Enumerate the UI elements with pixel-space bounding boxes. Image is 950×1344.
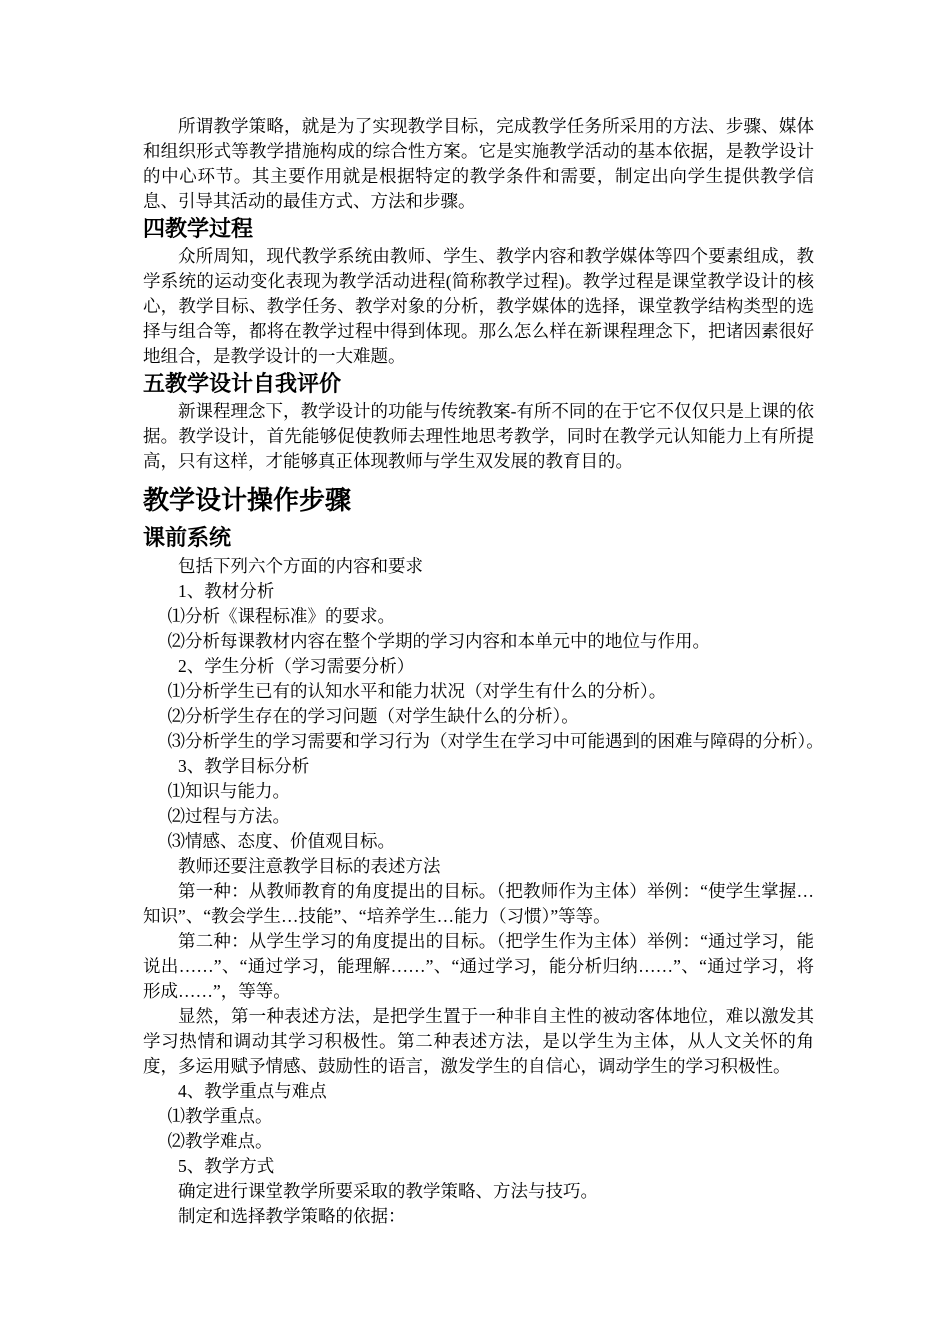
list-subitem: ⑴分析学生已有的认知水平和能力状况（对学生有什么的分析）。 (167, 681, 667, 701)
list-subitem: ⑵教学难点。 (167, 1131, 273, 1151)
list-subitem: ⑴教学重点。 (167, 1106, 273, 1126)
section-heading-teaching-process: 四教学过程 (143, 216, 254, 241)
list-subitem: ⑴分析《课程标准》的要求。 (167, 606, 395, 626)
list-item-expression-note: 教师还要注意教学目标的表述方法 (178, 856, 441, 876)
list-subitem: ⑶情感、态度、价值观目标。 (167, 831, 395, 851)
document-title-operation-steps: 教学设计操作步骤 (143, 485, 352, 515)
list-subitem: ⑵分析学生存在的学习问题（对学生缺什么的分析）。 (167, 706, 579, 726)
list-item-intro: 包括下列六个方面的内容和要求 (178, 556, 423, 576)
list-subitem: ⑶分析学生的学习需要和学习行为（对学生在学习中可能遇到的困难与障碍的分析）。 (167, 731, 824, 751)
paragraph-comparison: 显然，第一种表述方法，是把学生置于一种非自主性的被动客体地位，难以激发其学习热情和调动其学习积极性。第二种表述方法，是以学生为主体，从人文关怀的角度，多运用赋予情感、鼓励性的语言，激发学生的自信心，调动学生的学习积极性。 (143, 1006, 814, 1076)
paragraph-second-type: 第二种：从学生学习的角度提出的目标。（把学生作为主体）举例：“通过学习，能说出……”、“通过学习，能理解……”、“通过学习，能分析归纳……”、“通过学习，将形成……”，等等。 (143, 931, 814, 1001)
list-item-3-objective-analysis: 3、教学目标分析 (178, 756, 310, 776)
section-heading-self-evaluation: 五教学设计自我评价 (143, 371, 342, 396)
list-item-5-teaching-mode: 5、教学方式 (178, 1156, 275, 1176)
list-item-strategy-basis: 制定和选择教学策略的依据： (178, 1206, 406, 1226)
list-item-2-student-analysis: 2、学生分析（学习需要分析） (178, 656, 415, 676)
list-item-1-textbook-analysis: 1、教材分析 (178, 581, 275, 601)
list-subitem: ⑵分析每课教材内容在整个学期的学习内容和本单元中的地位与作用。 (167, 631, 710, 651)
paragraph-self-evaluation: 新课程理念下，教学设计的功能与传统教案-有所不同的在于它不仅仅只是上课的依据。教学设计，首先能够促使教师去理性地思考教学，同时在教学元认知能力上有所提高，只有这样，才能够真正体现教师与学生双发展的教育目的。 (143, 401, 814, 471)
list-subitem: ⑴知识与能力。 (167, 781, 290, 801)
section-heading-pre-class-system: 课前系统 (143, 525, 232, 550)
paragraph-teaching-process: 众所周知，现代教学系统由教师、学生、教学内容和教学媒体等四个要素组成，教学系统的运动变化表现为教学活动进程(简称教学过程)。教学过程是课堂教学设计的核心，教学目标、教学任务、教学对象的分析，教学媒体的选择，课堂教学结构类型的选择与组合等，都将在教学过程中得到体现。那么怎么样在新课程理念下，把诸因素很好地组合，是教学设计的一大难题。 (143, 246, 814, 366)
paragraph-teaching-strategy: 所谓教学策略，就是为了实现教学目标，完成教学任务所采用的方法、步骤、媒体和组织形式等教学措施构成的综合性方案。它是实施教学活动的基本依据，是教学设计的中心环节。其主要作用就是根据特定的教学条件和需要，制定出向学生提供教学信息、引导其活动的最佳方式、方法和步骤。 (143, 116, 814, 211)
list-item-strategy-determination: 确定进行课堂教学所要采取的教学策略、方法与技巧。 (178, 1181, 598, 1201)
list-subitem: ⑵过程与方法。 (167, 806, 290, 826)
paragraph-first-type: 第一种：从教师教育的角度提出的目标。（把教师作为主体）举例：“使学生掌握…知识”、“教会学生…技能”、“培养学生…能力（习惯）”等等。 (143, 881, 814, 926)
list-item-4-key-difficult-points: 4、教学重点与难点 (178, 1081, 327, 1101)
